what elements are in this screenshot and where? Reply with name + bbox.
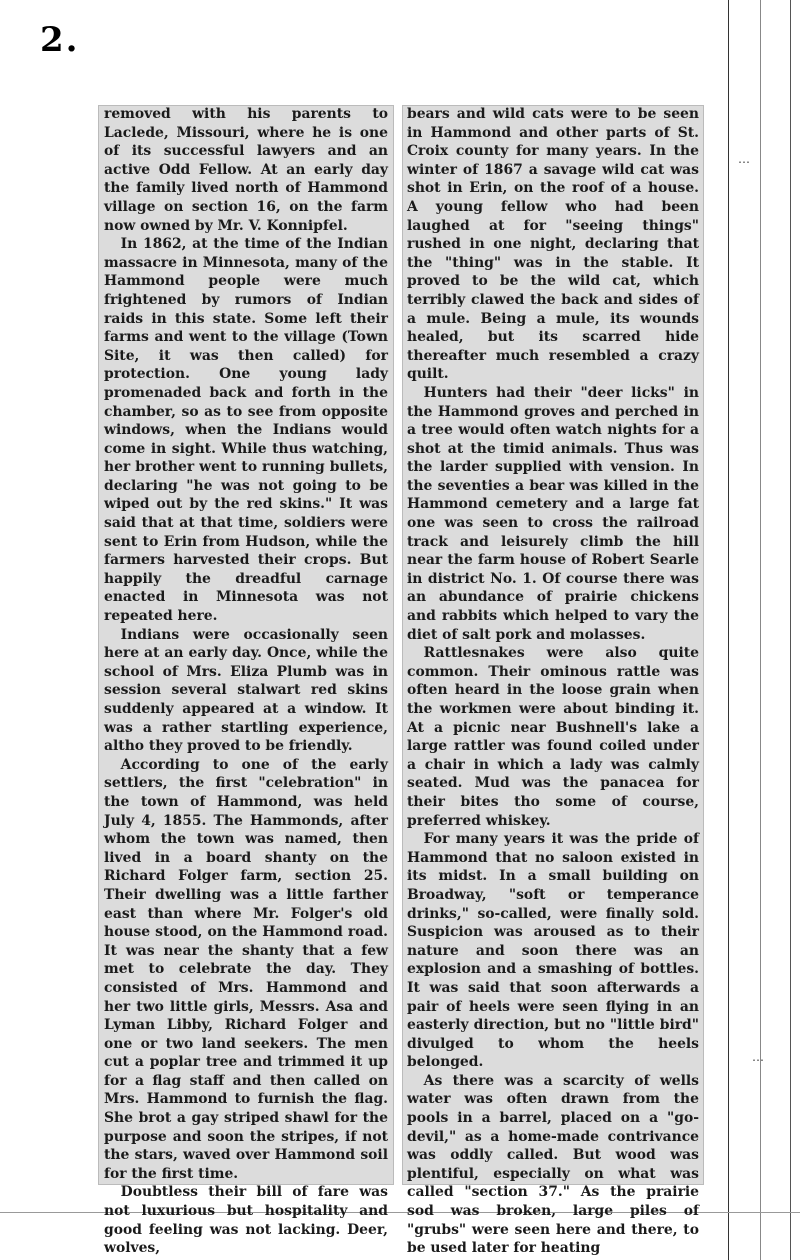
page-number: 2.	[40, 20, 80, 60]
paragraph: As there was a scarcity of wells water was often drawn from the pools in a barrel, placed on a "go-devil," as a home-made contrivance was oddly called. But wood was plentiful, especially on what was called "section 37." As the prairie sod was broken, large piles of "grubs" were seen here and there, to be used later for heating	[407, 1072, 699, 1257]
page-edge-line	[760, 0, 761, 1260]
page-edge-line	[728, 0, 729, 1260]
paragraph: According to one of the early settlers, the first "celebration" in the town of Hammond, was held July 4, 1855. The Hammonds, after whom the town was named, then lived in a board shanty on the Richard Folger farm, section 25. Their dwelling was a little farther east than where Mr. Folger's old house stood, on the Hammond road. It was near the shanty that a few met to celebrate the day. They consisted of Mrs. Hammond and her two little girls, Messrs. Asa and Lyman Libby, Richard Folger and one or two land seekers. The men cut a poplar tree and trimmed it up for a flag staff and then called on Mrs. Hammond to furnish the flag. She brot a gay striped shawl for the purpose and soon the stripes, if not the stars, waved over Hammond soil for the first time.	[104, 756, 388, 1182]
paragraph: In 1862, at the time of the Indian massacre in Minnesota, many of the Hammond people were much frightened by rumors of Indian raids in this state. Some left their farms and went to the village (Town Site, it was then called) for protection. One young lady promenaded back and forth in the chamber, so as to see from opposite windows, when the Indians would come in sight. While thus watching, her brother went to running bullets, declaring "he was not going to be wiped out by the red skins." It was said that at that time, soldiers were sent to Erin from Hudson, while the farmers harvested their crops. But happily the dreadful carnage enacted in Minnesota was not repeated here.	[104, 236, 388, 625]
paragraph: For many years it was the pride of Hammond that no saloon existed in its midst. In a small building on Broadway, "soft or temperance drinks," so-called, were finally sold. Suspicion was aroused as to their nature and soon there was an explosion and a smashing of bottles. It was said that soon afterwards a pair of heels were seen flying in an easterly direction, but no "little bird" divulged to whom the heels belonged.	[407, 831, 699, 1071]
speck-mark: …	[738, 152, 750, 166]
page-edge-line	[790, 0, 791, 1260]
paragraph: bears and wild cats were to be seen in Hammond and other parts of St. Croix county for many years. In the winter of 1867 a savage wild cat was shot in Erin, on the roof of a house. A young fellow who had been laughed at for "seeing things" rushed in one night, declaring that the "thing" was in the stable. It proved to be the wild cat, which terribly clawed the back and sides of a mule. Being a mule, its wounds healed, but its scarred hide thereafter much resembled a crazy quilt.	[407, 106, 699, 383]
paragraph: Rattlesnakes were also quite common. Their ominous rattle was often heard in the loose grain when the workmen were about binding it. At a picnic near Bushnell's lake a large rattler was found coiled under a chair in which a lady was calmly seated. Mud was the panacea for their bites tho some of course, preferred whiskey.	[407, 645, 699, 829]
paragraph: Indians were occasionally seen here at an early day. Once, while the school of Mrs. Eliza Plumb was in session several stalwart red skins suddenly appeared at a window. It was a rather startling experience, altho they proved to be friendly.	[104, 626, 388, 755]
right-column	[402, 105, 704, 1257]
newspaper-clipping	[98, 105, 710, 1257]
left-column	[98, 105, 394, 1257]
paragraph: Doubtless their bill of fare was not luxurious but hospitality and good feeling was not lacking. Deer, wolves,	[104, 1184, 388, 1257]
paragraph: removed with his parents to Laclede, Missouri, where he is one of its successful lawyers and an active Odd Fellow. At an early day the family lived north of Hammond village on section 16, on the farm now owned by Mr. V. Konnipfel.	[104, 106, 388, 234]
paragraph: Hunters had their "deer licks" in the Hammond groves and perched in a tree would often watch nights for a shot at the timid animals. Thus was the larder supplied with vension. In the seventies a bear was killed in the Hammond cemetery and a large fat one was seen to cross the railroad track and leisurely climb the hill near the farm house of Robert Searle in district No. 1. Of course there was an abundance of prairie chickens and rabbits which helped to vary the diet of salt pork and molasses.	[407, 384, 699, 643]
speck-mark: …	[752, 1050, 764, 1064]
